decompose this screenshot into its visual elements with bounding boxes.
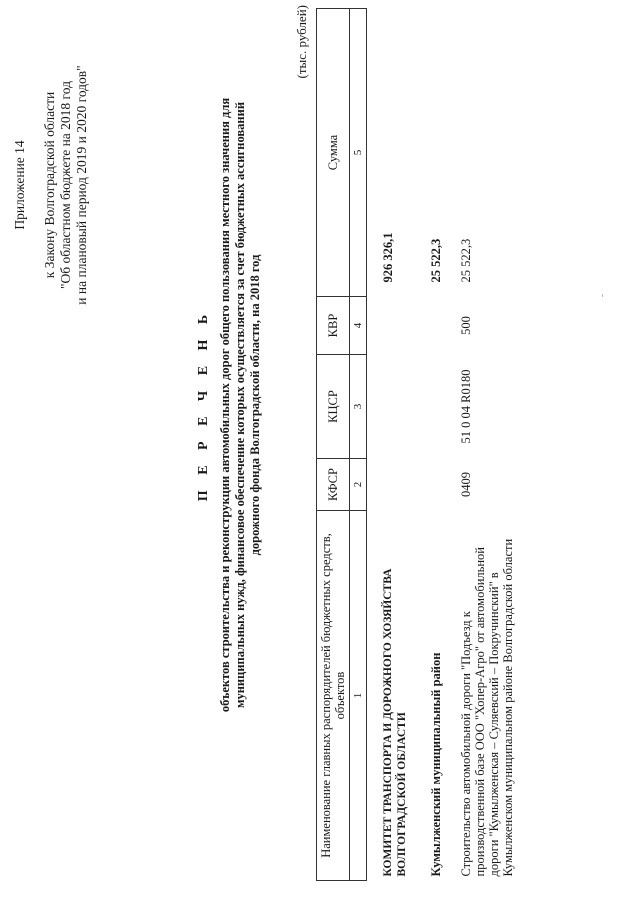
heading-line: объектов строительства и реконструкции автомобильных дорог общего пользования местного значения для [218, 97, 232, 713]
row-kcsr: 51 0 04 R0180 [459, 369, 473, 444]
document-heading [196, 55, 263, 755]
appendix-line: и на плановый период 2019 и 2020 годов" [74, 65, 89, 305]
header-kcsr: КЦСР [317, 355, 350, 459]
appendix-line: к Закону Волгоградской области [42, 91, 57, 279]
column-number-row [350, 9, 367, 881]
table-header-row [317, 9, 350, 881]
units-label: (тыс. рублей) [294, 5, 309, 79]
column-number: 5 [350, 9, 367, 297]
column-number: 4 [350, 297, 367, 355]
header-name: Наименование главных распорядителей бюджетных средств, объектов [317, 511, 350, 881]
header-kvr: КВР [317, 297, 350, 355]
row-sum: 25 522,3 [459, 238, 473, 283]
table-row [445, 9, 517, 881]
row-kfsr [411, 459, 445, 511]
document-title: П Е Р Е Ч Е Н Ь [196, 308, 211, 502]
row-kfsr: 0409 [459, 472, 473, 497]
row-sum: 25 522,3 [429, 238, 443, 283]
table-row [367, 9, 412, 881]
header-sum: Сумма [317, 9, 350, 297]
row-name: Строительство автомобильной дороги "Подъезд к производственной базе ООО "Хопер-Агро" от автомобильной дороги "Кумылженская – Суляевский – Покручинский" в Кумылженском муниципальном районе Волгоградской области [459, 538, 515, 877]
heading-line: дорожного фонда Волгоградской области, на 2018 год [248, 254, 262, 556]
appendix-line: "Об областном бюджете на 2018 год [58, 81, 73, 289]
heading-line: муниципальных нужд, финансовое обеспечение которых осуществляется за счет бюджетных ассигнований [233, 101, 247, 709]
row-name: КОМИТЕТ ТРАНСПОРТА И ДОРОЖНОГО ХОЗЯЙСТВА ВОЛГОГРАДСКОЙ ОБЛАСТИ [382, 568, 408, 877]
appendix-block [12, 25, 90, 345]
row-sum: 926 326,1 [381, 232, 395, 283]
row-kvr: 500 [459, 316, 473, 335]
row-kfsr [367, 459, 412, 511]
header-kfsr: КФСР [317, 459, 350, 511]
row-kcsr [411, 355, 445, 459]
scan-speck [602, 294, 603, 297]
column-number: 3 [350, 355, 367, 459]
table-row [411, 9, 445, 881]
row-kvr [367, 297, 412, 355]
appendix-number: Приложение 14 [12, 140, 27, 230]
column-number: 2 [350, 459, 367, 511]
column-number: 1 [350, 511, 367, 881]
row-kcsr [367, 355, 412, 459]
objects-table [316, 8, 517, 881]
row-kvr [411, 297, 445, 355]
row-name: Кумылженский муниципальный район [429, 652, 443, 877]
